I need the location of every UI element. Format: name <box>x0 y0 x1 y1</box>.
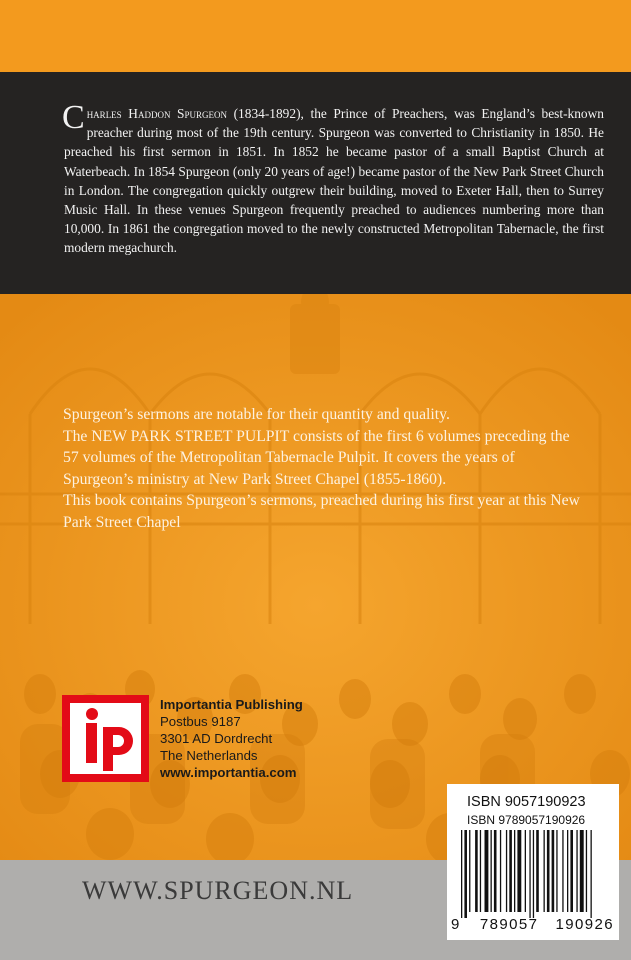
barcode-bar <box>464 830 467 918</box>
barcode-bar <box>529 830 530 918</box>
barcode-bar <box>580 830 584 912</box>
isbn-10: ISBN 9057190923 <box>467 794 586 810</box>
drop-cap: C <box>62 99 85 136</box>
book-description <box>63 404 583 533</box>
barcode-bar <box>586 830 587 912</box>
barcode-bar <box>475 830 478 912</box>
isbn-barcode <box>447 784 619 940</box>
barcode-bar <box>547 830 550 912</box>
barcode-bar <box>494 830 497 912</box>
barcode-bar <box>552 830 555 912</box>
publisher-city: 3301 AD Dordrecht <box>160 731 273 746</box>
ip-logo-icon <box>70 703 141 774</box>
barcode-bar <box>485 830 489 912</box>
barcode-bar <box>500 830 501 912</box>
barcode-bar <box>517 830 521 912</box>
barcode-bar <box>461 830 462 918</box>
barcode-bar <box>567 830 568 912</box>
publisher-name: Importantia Publishing <box>160 697 303 712</box>
barcode-bar <box>509 830 512 912</box>
publisher-address <box>160 696 303 781</box>
barcode-bar <box>536 830 539 912</box>
barcode-bar <box>556 830 557 912</box>
barcode-bar <box>570 830 573 912</box>
barcode-bar <box>576 830 577 912</box>
author-name: harles Haddon Spurgeon <box>86 106 227 121</box>
publisher-website: www.importantia.com <box>160 765 297 780</box>
barcode-bar <box>544 830 545 912</box>
barcode-bar <box>533 830 534 918</box>
description-line-1: Spurgeon’s sermons are notable for their quantity and quality. <box>63 406 450 423</box>
barcode-bar <box>514 830 515 912</box>
barcode-right-group: 190926 <box>555 916 614 933</box>
footer-website: WWW.SPURGEON.NL <box>82 876 354 905</box>
top-orange-band <box>0 0 631 72</box>
description-line-2: The NEW PARK STREET PULPIT consists of the first 6 volumes preceding the 57 volumes of the Metropolitan Tabernacle Pulpit. It covers the years of Spurgeon’s ministry at New Park Street Chapel (1855-1860). <box>63 427 570 488</box>
barcode-bar <box>469 830 470 912</box>
barcode-bar <box>506 830 507 912</box>
author-biography <box>62 99 604 258</box>
publisher-postbus: Postbus 9187 <box>160 714 241 729</box>
biography-text: (1834-1892), the Prince of Preachers, was England’s best-known preacher during most of the 19th century. Spurgeon was converted to Christianity in 1850. He preached his first sermon in 1851. In 1852 he became pastor of a small Baptist Church at Waterbeach. In 1854 Spurgeon (only 20 years of age!) became pastor of the New Park Street Church in London. The congregation quickly outgrew their building, moved to Exeter Hall, then to Surrey Music Hall. In these venues Spurgeon frequently preached to audiences numbering more than 10,000. In 1861 the congregation moved to the newly constructed Metropolitan Tabernacle, the first modern megachurch. <box>64 106 604 256</box>
barcode-left-group: 789057 <box>479 916 539 933</box>
barcode-bar <box>480 830 481 912</box>
barcode-bar <box>562 830 563 912</box>
barcode-digits <box>451 916 617 933</box>
publisher-country: The Netherlands <box>160 748 258 763</box>
publisher-logo <box>62 695 149 782</box>
barcode-bar <box>591 830 592 918</box>
barcode-bar <box>491 830 492 912</box>
isbn-13: ISBN 9789057190926 <box>467 813 586 827</box>
barcode-bar <box>525 830 526 912</box>
description-line-3: This book contains Spurgeon’s sermons, preached during his first year at this New Park Street Chapel <box>63 492 580 531</box>
barcode-first-digit: 9 <box>451 916 461 933</box>
